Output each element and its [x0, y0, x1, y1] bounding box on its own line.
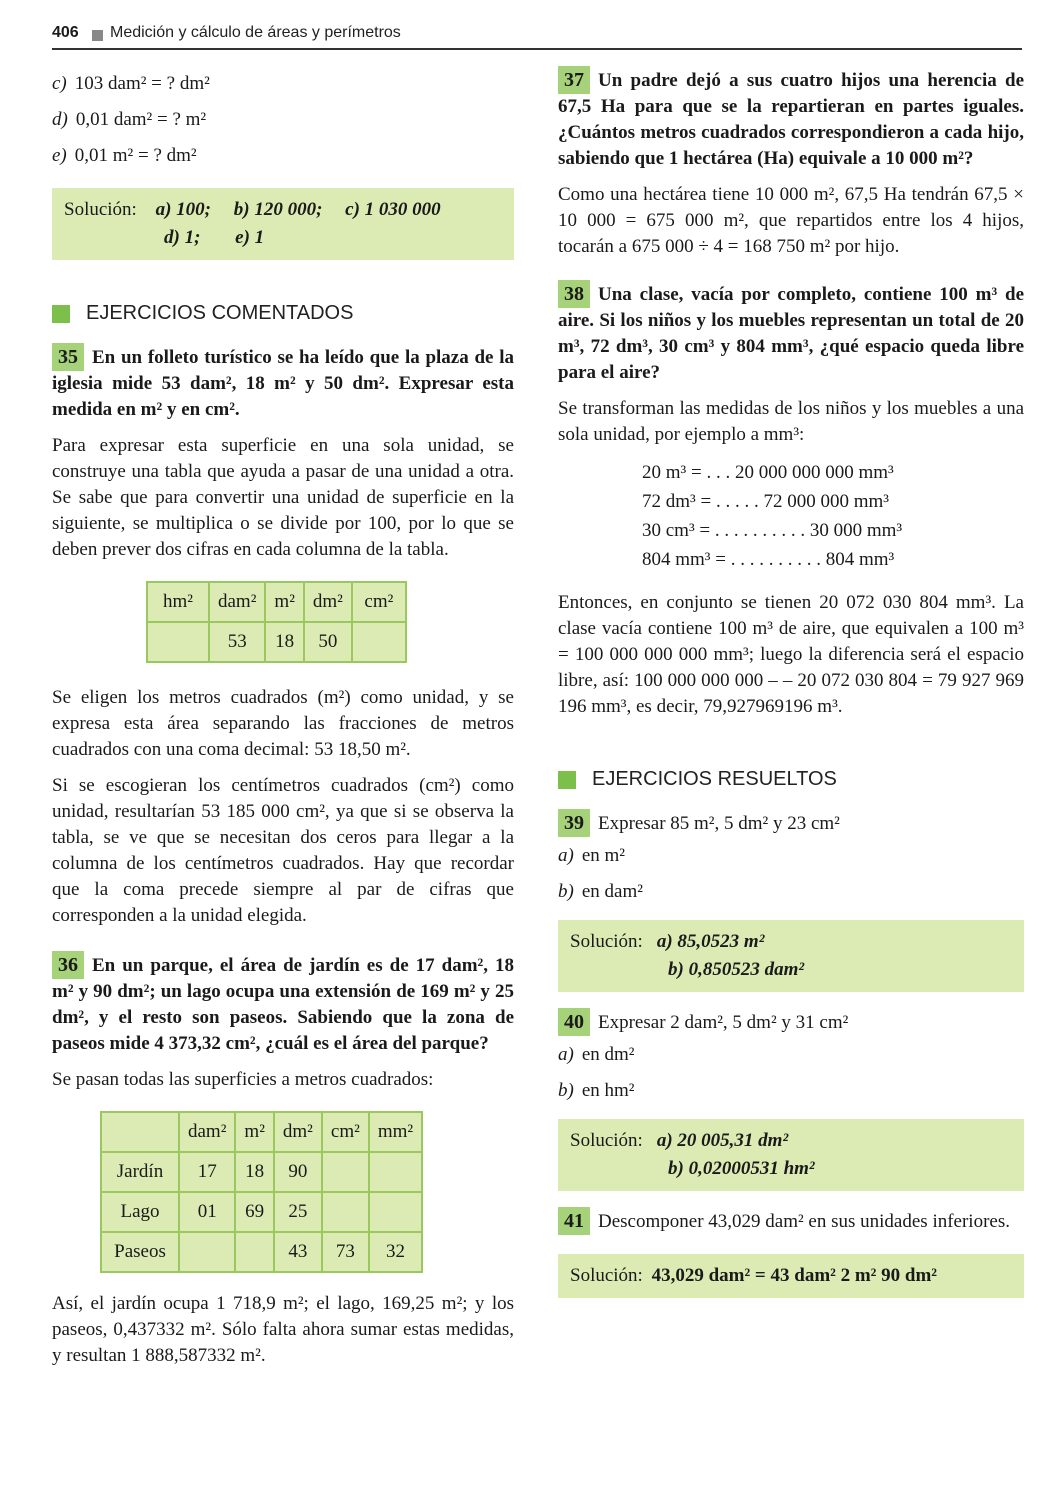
- table-cell: 69: [235, 1192, 273, 1232]
- solution-box: [558, 920, 1024, 992]
- statement-text: Expresar 85 m², 5 dm² y 23 cm²: [598, 813, 840, 834]
- item-letter: e): [52, 145, 67, 166]
- item-letter: a): [558, 845, 574, 866]
- item-text: 0,01 dam² = ? m²: [75, 109, 207, 130]
- paragraph: Entonces, en conjunto se tienen 20 072 030 804 mm³. La clase vacía contiene 100 m³ de aire, que equivalen a 100 m³ = 100 000 000 000 mm³; luego la diferencia será el espacio libre, así: 100 000 000 000 – – 20 072 030 804 = 79 927 969 196 mm³, es decir, 79,927969196 m³.: [558, 592, 1024, 717]
- table-cell: 32: [369, 1232, 422, 1272]
- table-header: mm²: [369, 1112, 422, 1152]
- page-number: 406: [52, 24, 79, 41]
- header-square-icon: [92, 30, 103, 41]
- exercise-38-question: [558, 280, 1024, 386]
- solution-c: c) 1 030 000: [345, 199, 441, 220]
- exercise-item: [558, 838, 1024, 874]
- item-text: en hm²: [581, 1080, 635, 1101]
- table-cell: 43: [274, 1232, 322, 1272]
- paragraph: Se eligen los metros cuadrados (m²) como unidad, y se expresa esta área separando las fracciones de metros cuadrados con una coma decimal: 53 18,50 m².: [52, 687, 514, 760]
- solution-label: Solución:: [64, 199, 137, 220]
- exercise-number: 40: [558, 1008, 590, 1036]
- item-text: 0,01 m² = ? dm²: [74, 145, 197, 166]
- table-header: hm²: [147, 582, 209, 622]
- table-header: [101, 1112, 179, 1152]
- table-cell: [352, 622, 406, 662]
- exercise-item: [558, 874, 1024, 910]
- equation: 30 cm³ = . . . . . . . . . . 30 000 mm³: [642, 520, 903, 541]
- page-header: [52, 22, 1022, 50]
- paragraph: Se pasan todas las superficies a metros cuadrados:: [52, 1069, 434, 1090]
- equation-list: [642, 458, 1024, 574]
- exercise-number: 39: [558, 809, 590, 837]
- green-square-icon: [558, 771, 576, 789]
- table-cell: [369, 1192, 422, 1232]
- equation: 72 dm³ = . . . . . 72 000 000 mm³: [642, 491, 889, 512]
- table-cell: [179, 1232, 235, 1272]
- table-header: cm²: [352, 582, 406, 622]
- item-text: 103 dam² = ? dm²: [74, 73, 210, 94]
- item-text: en m²: [581, 845, 625, 866]
- question-text: Un padre dejó a sus cuatro hijos una herencia de 67,5 Ha para que se la repartieran en partes iguales. ¿Cuántos metros cuadrados correspondieron a cada hijo, sabiendo que 1 hectárea (Ha) equivale a 10 000 m²?: [558, 70, 1024, 169]
- row-label: Jardín: [101, 1152, 179, 1192]
- solution-b: b) 0,02000531 hm²: [668, 1158, 815, 1179]
- exercise-35-question: [52, 343, 514, 423]
- exercise-item-e: [52, 138, 514, 174]
- exercise-item-d: [52, 102, 514, 138]
- exercise-number: 41: [558, 1207, 590, 1235]
- paragraph: Si se escogieran los centímetros cuadrados (cm²) como unidad, resultarían 53 185 000 cm², ya que si se observa la tabla, se ve que se necesitan dos ceros para llegar a la columna de los centímetros cuadrados. Hay que recordar que la coma precede siempre al par de cifras que corresponden a la unidad elegida.: [52, 775, 514, 926]
- table-cell: 18: [265, 622, 303, 662]
- solution-a: a) 85,0523 m²: [656, 931, 765, 952]
- table-header: dm²: [274, 1112, 322, 1152]
- solution-d: d) 1;: [164, 227, 201, 248]
- table-cell: 50: [304, 622, 352, 662]
- exercise-number: 37: [558, 66, 590, 94]
- solution-b: b) 120 000;: [233, 199, 323, 220]
- row-label: Lago: [101, 1192, 179, 1232]
- table-cell: 53: [209, 622, 265, 662]
- table-cell: [369, 1152, 422, 1192]
- item-letter: b): [558, 881, 574, 902]
- table-header: m²: [265, 582, 303, 622]
- question-text: En un parque, el área de jardín es de 17 dam², 18 m² y 90 dm²; un lago ocupa una extensión de 169 m² y 25 dm², y el resto son paseos. Sabiendo que la zona de paseos mide 4 373,32 cm², ¿cuál es el área del parque?: [52, 955, 514, 1054]
- equation: 804 mm³ = . . . . . . . . . . 804 mm³: [642, 549, 895, 570]
- solution-box: [558, 1254, 1024, 1298]
- exercise-number: 35: [52, 343, 84, 371]
- solution-b: b) 0,850523 dam²: [668, 959, 805, 980]
- solution-box: [558, 1119, 1024, 1191]
- solution-box: [52, 188, 514, 260]
- item-letter: a): [558, 1044, 574, 1065]
- table-cell: [235, 1232, 273, 1272]
- solution-label: Solución:: [570, 1130, 643, 1151]
- question-text: Una clase, vacía por completo, contiene 100 m³ de aire. Si los niños y los muebles representan un total de 20 m³, 72 dm³, 30 cm³ y 804 mm³, ¿qué espacio queda libre para el aire?: [558, 284, 1024, 383]
- table-cell: 18: [235, 1152, 273, 1192]
- table-header: cm²: [322, 1112, 369, 1152]
- exercise-item: [558, 1037, 1024, 1073]
- exercise-item-c: [52, 66, 514, 102]
- table-cell: [322, 1152, 369, 1192]
- row-label: Paseos: [101, 1232, 179, 1272]
- paragraph: Para expresar esta superficie en una sola unidad, se construye una tabla que ayuda a pasar de una unidad a otra. Se sabe que para convertir una unidad de superficie en la siguiente, se multiplica o se divide por 100, por lo que se deben prever dos cifras en cada columna de la tabla.: [52, 435, 514, 560]
- exercise-number: 36: [52, 951, 84, 979]
- statement-text: Descomponer 43,029 dam² en sus unidades inferiores.: [598, 1211, 1010, 1232]
- table-cell: 73: [322, 1232, 369, 1272]
- equation: 20 m³ = . . . 20 000 000 000 mm³: [642, 462, 894, 483]
- table-header: m²: [235, 1112, 273, 1152]
- exercise-number: 38: [558, 280, 590, 308]
- right-column: [558, 66, 1024, 1298]
- table-cell: 01: [179, 1192, 235, 1232]
- exercise-36-question: [52, 951, 514, 1057]
- exercise-37-question: [558, 66, 1024, 172]
- left-column: [52, 66, 514, 1369]
- table-cell: [322, 1192, 369, 1232]
- paragraph: Así, el jardín ocupa 1 718,9 m²; el lago, 169,25 m²; y los paseos, 0,437332 m². Sólo falta ahora sumar estas medidas, y resultan 1 888,587332 m².: [52, 1293, 514, 1366]
- item-letter: b): [558, 1080, 574, 1101]
- solution-label: Solución:: [570, 1265, 643, 1286]
- exercise-item: [558, 1073, 1024, 1109]
- solution-text: 43,029 dam² = 43 dam² 2 m² 90 dm²: [651, 1265, 937, 1286]
- solution-a: a) 20 005,31 dm²: [656, 1130, 789, 1151]
- exercise-39-statement: [558, 809, 1024, 838]
- table-header: dam²: [179, 1112, 235, 1152]
- table-header: dm²: [304, 582, 352, 622]
- section-heading: [558, 768, 1024, 791]
- item-letter: c): [52, 73, 67, 94]
- table-cell: 25: [274, 1192, 322, 1232]
- solution-e: e) 1: [235, 227, 265, 248]
- section-heading: [52, 302, 514, 325]
- section-title: EJERCICIOS COMENTADOS: [86, 302, 354, 324]
- solution-label: Solución:: [570, 931, 643, 952]
- item-text: en dam²: [581, 881, 643, 902]
- exercise-41-statement: [558, 1207, 1024, 1236]
- units-table-35: [146, 581, 407, 663]
- chapter-title: Medición y cálculo de áreas y perímetros: [110, 24, 401, 41]
- table-cell: 17: [179, 1152, 235, 1192]
- table-header: dam²: [209, 582, 265, 622]
- units-table-36: [100, 1111, 423, 1273]
- table-cell: 90: [274, 1152, 322, 1192]
- paragraph: Se transforman las medidas de los niños y los muebles a una sola unidad, por ejemplo a mm³:: [558, 398, 1024, 445]
- green-square-icon: [52, 305, 70, 323]
- paragraph: Como una hectárea tiene 10 000 m², 67,5 Ha tendrán 67,5 × 10 000 = 675 000 m², que repartidos entre los 4 hijos, tocarán a 675 000 ÷ 4 = 168 750 m² por hijo.: [558, 184, 1024, 257]
- item-text: en dm²: [581, 1044, 635, 1065]
- question-text: En un folleto turístico se ha leído que la plaza de la iglesia mide 53 dam², 18 m² y 50 dm². Expresar esta medida en m² y en cm².: [52, 347, 514, 420]
- solution-a: a) 100;: [155, 199, 211, 220]
- statement-text: Expresar 2 dam², 5 dm² y 31 cm²: [598, 1012, 849, 1033]
- exercise-40-statement: [558, 1008, 1024, 1037]
- item-letter: d): [52, 109, 68, 130]
- table-cell: [147, 622, 209, 662]
- section-title: EJERCICIOS RESUELTOS: [592, 768, 837, 790]
